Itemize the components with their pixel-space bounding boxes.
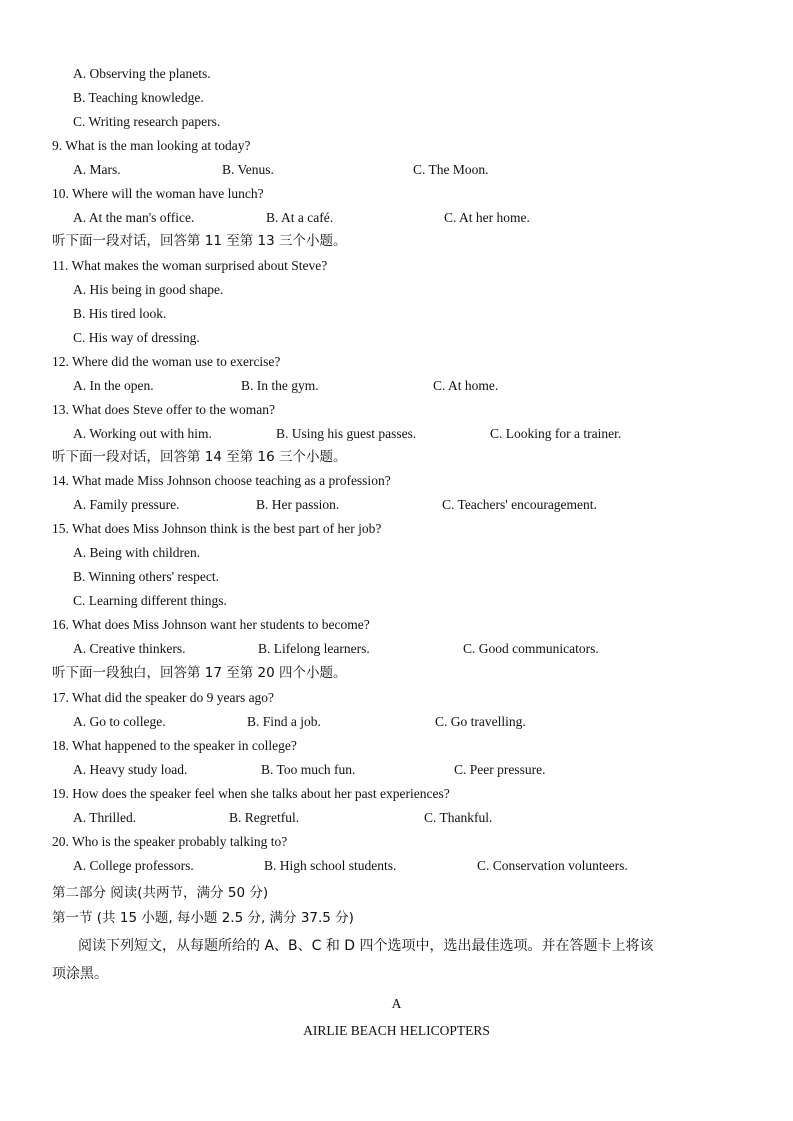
q15-option-c: C. Learning different things. (73, 593, 227, 608)
q12-option-b: B. In the gym. (241, 378, 319, 393)
section-header-11-13: 听下面一段对话，回答第 11 至第 13 三个小题。 (52, 233, 347, 249)
q14-option-a: A. Family pressure. (73, 497, 180, 512)
q15-option-b: B. Winning others' respect. (73, 569, 219, 584)
q19-option-a: A. Thrilled. (73, 810, 137, 825)
q17-option-c: C. Go travelling. (435, 714, 526, 729)
q11-stem: 11. What makes the woman surprised about Steve? (52, 258, 328, 273)
q16-option-b: B. Lifelong learners. (258, 641, 370, 656)
q17-option-a: A. Go to college. (73, 714, 166, 729)
part2-title: 第二部分 阅读(共两节，满分 50 分) (52, 885, 269, 901)
section1-title: 第一节 (共 15 小题, 每小题 2.5 分, 满分 37.5 分) (52, 910, 354, 926)
q9-option-a: A. Mars. (73, 162, 121, 177)
q18-option-b: B. Too much fun. (261, 762, 356, 777)
q16-option-a: A. Creative thinkers. (73, 641, 186, 656)
q11-option-a: A. His being in good shape. (73, 282, 224, 297)
q12-stem: 12. Where did the woman use to exercise? (52, 354, 281, 369)
passage-label: A (391, 996, 402, 1011)
q11-option-c: C. His way of dressing. (73, 330, 200, 345)
reading-instruction-line2: 项涂黑。 (52, 966, 108, 982)
q18-option-a: A. Heavy study load. (73, 762, 188, 777)
q9-stem: 9. What is the man looking at today? (52, 138, 251, 153)
q10-option-a: A. At the man's office. (73, 210, 195, 225)
q19-option-c: C. Thankful. (424, 810, 493, 825)
q18-stem: 18. What happened to the speaker in college? (52, 738, 297, 753)
q20-stem: 20. Who is the speaker probably talking to? (52, 834, 288, 849)
q16-stem: 16. What does Miss Johnson want her students to become? (52, 617, 370, 632)
passage-title: AIRLIE BEACH HELICOPTERS (303, 1023, 490, 1038)
q16-option-c: C. Good communicators. (463, 641, 599, 656)
section-header-14-16: 听下面一段对话，回答第 14 至第 16 三个小题。 (52, 449, 347, 465)
q9-option-b: B. Venus. (222, 162, 274, 177)
q8-option-a: A. Observing the planets. (73, 66, 211, 81)
q14-option-c: C. Teachers' encouragement. (442, 497, 597, 512)
q14-stem: 14. What made Miss Johnson choose teaching as a profession? (52, 473, 391, 488)
q19-stem: 19. How does the speaker feel when she talks about her past experiences? (52, 786, 450, 801)
q9-option-c: C. The Moon. (413, 162, 489, 177)
q19-option-b: B. Regretful. (229, 810, 300, 825)
section-header-17-20: 听下面一段独白，回答第 17 至第 20 四个小题。 (52, 665, 347, 681)
q8-option-c: C. Writing research papers. (73, 114, 221, 129)
q8-option-b: B. Teaching knowledge. (73, 90, 204, 105)
q17-stem: 17. What did the speaker do 9 years ago? (52, 690, 275, 705)
q12-option-a: A. In the open. (73, 378, 154, 393)
q12-option-c: C. At home. (433, 378, 499, 393)
q10-stem: 10. Where will the woman have lunch? (52, 186, 264, 201)
q20-option-c: C. Conservation volunteers. (477, 858, 628, 873)
q15-option-a: A. Being with children. (73, 545, 201, 560)
reading-instruction-line1: 阅读下列短文，从每题所给的 A、B、C 和 D 四个选项中，选出最佳选项。并在答题卡上将该 (78, 938, 654, 954)
q13-option-a: A. Working out with him. (73, 426, 212, 441)
q10-option-c: C. At her home. (444, 210, 530, 225)
q13-option-c: C. Looking for a trainer. (490, 426, 622, 441)
q18-option-c: C. Peer pressure. (454, 762, 546, 777)
q14-option-b: B. Her passion. (256, 497, 340, 512)
q20-option-b: B. High school students. (264, 858, 397, 873)
q17-option-b: B. Find a job. (247, 714, 321, 729)
q15-stem: 15. What does Miss Johnson think is the best part of her job? (52, 521, 382, 536)
q13-stem: 13. What does Steve offer to the woman? (52, 402, 275, 417)
q11-option-b: B. His tired look. (73, 306, 167, 321)
q13-option-b: B. Using his guest passes. (276, 426, 417, 441)
q10-option-b: B. At a café. (266, 210, 334, 225)
q20-option-a: A. College professors. (73, 858, 194, 873)
